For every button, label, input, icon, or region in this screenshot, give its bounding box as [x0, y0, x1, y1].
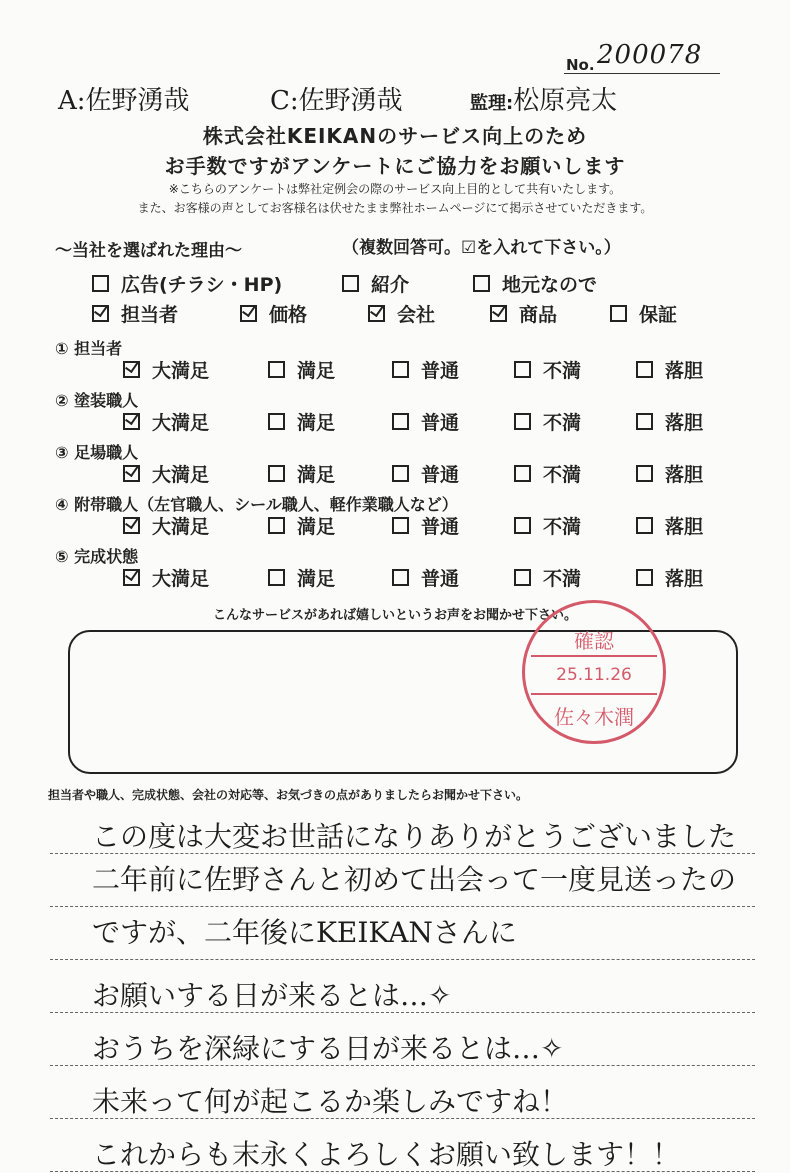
rating-question-label: ② 塗装職人	[55, 391, 139, 410]
rating-option[interactable]	[514, 356, 581, 383]
title-line-1: 株式会社KEIKANのサービス向上のため	[202, 124, 588, 148]
checkbox[interactable]	[514, 413, 531, 430]
reason-label: 担当者	[121, 304, 179, 326]
rating-option[interactable]	[514, 408, 581, 435]
stamp-name: 佐々木潤	[554, 705, 634, 729]
rating-option[interactable]	[514, 512, 581, 539]
rating-option[interactable]	[514, 564, 581, 591]
checkbox[interactable]	[123, 517, 140, 534]
form-number-underline	[564, 73, 720, 74]
checkbox[interactable]	[636, 413, 653, 430]
rating-option-label: 普通	[421, 516, 460, 538]
rating-option-label: 落胆	[665, 464, 704, 486]
rating-option-label: 不満	[543, 516, 582, 538]
rating-option[interactable]	[392, 408, 459, 435]
staff-c-label: C:	[270, 86, 299, 116]
rating-option[interactable]	[636, 564, 703, 591]
stamp-label: 確認	[574, 629, 614, 653]
checkbox[interactable]	[268, 465, 285, 482]
checkbox[interactable]	[514, 569, 531, 586]
checkbox[interactable]	[490, 305, 507, 322]
rating-option-label: 不満	[543, 412, 582, 434]
supervisor-label: 監理:	[470, 93, 514, 114]
staff-c	[270, 80, 403, 117]
rating-option[interactable]	[392, 512, 459, 539]
reason-option[interactable]	[490, 300, 557, 327]
checkbox[interactable]	[392, 413, 409, 430]
rating-option[interactable]	[123, 564, 209, 591]
rating-option[interactable]	[123, 356, 209, 383]
checkbox[interactable]	[123, 413, 140, 430]
comments-prompt: 担当者や職人、完成状態、会社の対応等、お気づきの点がありましたらお聞かせ下さい。	[48, 788, 529, 802]
rating-option[interactable]	[636, 460, 703, 487]
stamp-date: 25.11.26	[556, 665, 632, 685]
checkbox[interactable]	[123, 465, 140, 482]
rating-option[interactable]	[392, 460, 459, 487]
reason-option[interactable]	[342, 270, 409, 297]
rating-option-label: 不満	[543, 360, 582, 382]
rating-option-label: 普通	[421, 464, 460, 486]
title-note-1: ※こちらのアンケートは弊社定例会の際のサービス向上目的として共有いたします。	[168, 182, 622, 196]
rating-option[interactable]	[636, 512, 703, 539]
rating-option[interactable]	[514, 460, 581, 487]
staff-c-name: 佐野湧哉	[298, 86, 403, 116]
title-note-2: また、お客様の声としてお客様名は伏せたまま弊社ホームページにて掲示させていただきます。	[137, 201, 653, 215]
rating-option-label: 大満足	[152, 516, 210, 538]
reason-option[interactable]	[92, 270, 282, 297]
reasons-instruction: （複数回答可。☑を入れて下さい。）	[342, 238, 621, 258]
checkbox[interactable]	[392, 465, 409, 482]
reasons-title: ～当社を選ばれた理由～	[55, 241, 242, 261]
rating-option-label: 不満	[543, 464, 582, 486]
checkbox[interactable]	[92, 275, 109, 292]
comment-line: これからも末永くよろしくお願い致します！！	[92, 1138, 681, 1171]
rating-option-label: 満足	[297, 568, 336, 590]
rating-option[interactable]	[392, 356, 459, 383]
reason-label: 会社	[397, 304, 436, 326]
rating-option-label: 落胆	[665, 412, 704, 434]
rating-option[interactable]	[392, 564, 459, 591]
checkbox[interactable]	[123, 569, 140, 586]
rating-question-label: ⑤ 完成状態	[55, 547, 139, 566]
rating-option-label: 普通	[421, 360, 460, 382]
checkbox[interactable]	[268, 361, 285, 378]
rating-option-label: 満足	[297, 412, 336, 434]
rating-option[interactable]	[123, 460, 209, 487]
reason-label: 商品	[519, 304, 558, 326]
rating-option-label: 普通	[421, 568, 460, 590]
reason-option[interactable]	[240, 300, 307, 327]
rating-option[interactable]	[268, 356, 335, 383]
rating-option[interactable]	[636, 356, 703, 383]
checkbox[interactable]	[368, 305, 385, 322]
rating-option-label: 大満足	[152, 412, 210, 434]
rating-option[interactable]	[636, 408, 703, 435]
rating-option-label: 満足	[297, 464, 336, 486]
reason-label: 保証	[639, 304, 678, 326]
comment-line: 二年前に佐野さんと初めて出会って一度見送ったのですが、二年後にKEIKANさんに	[92, 863, 737, 949]
checkbox[interactable]	[514, 361, 531, 378]
rating-option[interactable]	[123, 512, 209, 539]
form-number-label: No.	[566, 56, 595, 74]
checkbox[interactable]	[610, 305, 627, 322]
ruled-line	[50, 959, 755, 960]
rating-option-label: 満足	[297, 516, 336, 538]
checkbox[interactable]	[92, 305, 109, 322]
rating-option-label: 大満足	[152, 360, 210, 382]
staff-a	[58, 80, 190, 117]
staff-a-label: A:	[58, 86, 86, 116]
checkbox[interactable]	[636, 465, 653, 482]
checkbox[interactable]	[514, 465, 531, 482]
rating-option-label: 落胆	[665, 360, 704, 382]
reason-option[interactable]	[610, 300, 677, 327]
rating-option[interactable]	[268, 512, 335, 539]
reason-label: 紹介	[371, 274, 410, 296]
checkbox[interactable]	[636, 361, 653, 378]
reason-option[interactable]	[473, 270, 597, 297]
title-line-2: お手数ですがアンケートにご協力をお願いします	[164, 154, 626, 178]
checkbox[interactable]	[240, 305, 257, 322]
supervisor	[470, 80, 617, 117]
rating-question-label: ① 担当者	[55, 339, 123, 358]
reason-label: 地元なので	[502, 274, 598, 296]
supervisor-name: 松原亮太	[513, 86, 618, 116]
comment-line: この度は大変お世話になりありがとうございました	[92, 820, 737, 853]
checkbox[interactable]	[636, 569, 653, 586]
rating-option-label: 普通	[421, 412, 460, 434]
rating-option-label: 大満足	[152, 464, 210, 486]
reason-option[interactable]	[92, 300, 178, 327]
rating-option-label: 落胆	[665, 516, 704, 538]
stamp-divider-top	[531, 655, 657, 657]
checkbox[interactable]	[392, 569, 409, 586]
rating-option[interactable]	[268, 408, 335, 435]
service-request-prompt: こんなサービスがあれば嬉しいというお声をお聞かせ下さい。	[212, 608, 577, 623]
checkbox[interactable]	[268, 569, 285, 586]
form-number-value: 200078	[597, 40, 703, 70]
checkbox[interactable]	[392, 361, 409, 378]
checkbox[interactable]	[342, 275, 359, 292]
comment-line: おうちを深緑にする日が来るとは…✧	[92, 1032, 564, 1065]
rating-option[interactable]	[123, 408, 209, 435]
rating-question-label: ④ 附帯職人（左官職人、シール職人、軽作業職人など）	[55, 495, 458, 514]
rating-option[interactable]	[268, 460, 335, 487]
rating-option[interactable]	[268, 564, 335, 591]
comment-line: 未来って何が起こるか楽しみですね！	[92, 1085, 569, 1118]
checkbox[interactable]	[268, 517, 285, 534]
reason-label: 広告(チラシ・HP)	[121, 274, 283, 296]
stamp-divider-bottom	[531, 693, 657, 695]
confirmation-stamp	[522, 600, 666, 744]
checkbox[interactable]	[392, 517, 409, 534]
staff-a-name: 佐野湧哉	[85, 86, 190, 116]
rating-option-label: 大満足	[152, 568, 210, 590]
checkbox[interactable]	[123, 361, 140, 378]
reason-option[interactable]	[368, 300, 435, 327]
checkbox[interactable]	[636, 517, 653, 534]
checkbox[interactable]	[473, 275, 490, 292]
reason-label: 価格	[269, 304, 308, 326]
rating-option-label: 落胆	[665, 568, 704, 590]
rating-option-label: 不満	[543, 568, 582, 590]
checkbox[interactable]	[268, 413, 285, 430]
rating-question-label: ③ 足場職人	[55, 443, 139, 462]
checkbox[interactable]	[514, 517, 531, 534]
comment-line: お願いする日が来るとは…✧	[92, 979, 452, 1012]
rating-option-label: 満足	[297, 360, 336, 382]
